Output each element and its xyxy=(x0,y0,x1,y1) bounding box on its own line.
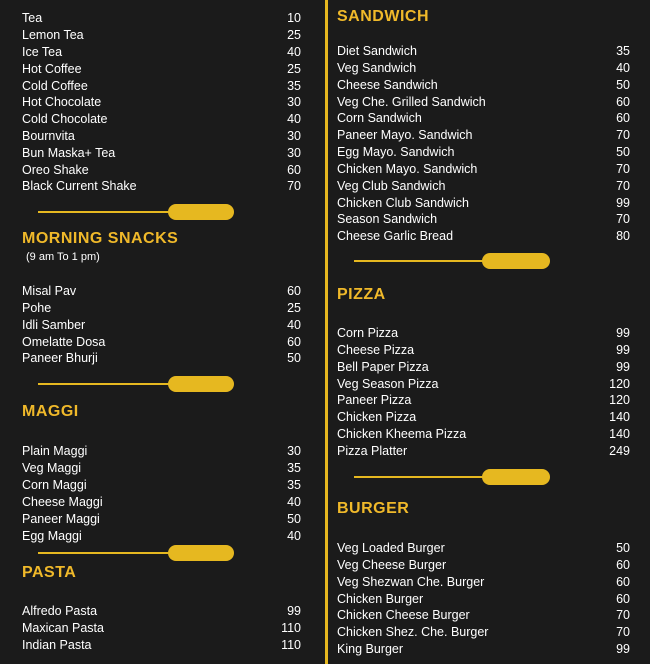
item-name: Black Current Shake xyxy=(22,179,137,193)
item-price: 60 xyxy=(287,284,301,298)
item-price: 60 xyxy=(616,111,630,125)
left-menu-column xyxy=(0,0,320,664)
menu-item xyxy=(337,161,630,178)
item-price: 50 xyxy=(616,541,630,555)
item-price: 30 xyxy=(287,146,301,160)
menu-item xyxy=(22,300,301,317)
item-name: Cold Chocolate xyxy=(22,112,108,126)
item-name: Paneer Bhurji xyxy=(22,351,98,365)
item-price: 60 xyxy=(616,575,630,589)
item-price: 120 xyxy=(609,377,630,391)
item-name: King Burger xyxy=(337,642,404,656)
menu-item xyxy=(22,334,301,351)
item-name: Cheese Pizza xyxy=(337,343,415,357)
item-name: Tea xyxy=(22,11,43,25)
item-price: 50 xyxy=(616,78,630,92)
item-name: Chicken Cheese Burger xyxy=(337,608,470,622)
item-price: 35 xyxy=(287,478,301,492)
maggi-heading: MAGGI xyxy=(22,403,79,420)
item-name: Chicken Mayo. Sandwich xyxy=(337,162,478,176)
item-price: 80 xyxy=(616,229,630,243)
menu-item xyxy=(22,528,301,545)
burger-heading: BURGER xyxy=(337,500,410,517)
item-price: 70 xyxy=(616,128,630,142)
menu-item xyxy=(22,511,301,528)
item-name: Chicken Kheema Pizza xyxy=(337,427,467,441)
menu-item xyxy=(22,145,301,162)
menu-item xyxy=(22,10,301,27)
item-name: Corn Sandwich xyxy=(337,111,422,125)
item-name: Chicken Shez. Che. Burger xyxy=(337,625,489,639)
item-name: Hot Coffee xyxy=(22,62,82,76)
item-name: Indian Pasta xyxy=(22,638,92,652)
menu-item xyxy=(22,477,301,494)
item-price: 50 xyxy=(287,351,301,365)
item-name: Diet Sandwich xyxy=(337,44,417,58)
menu-item xyxy=(337,110,630,127)
pasta-heading: PASTA xyxy=(22,564,77,581)
item-name: Veg Che. Grilled Sandwich xyxy=(337,95,486,109)
item-price: 60 xyxy=(616,592,630,606)
menu-item xyxy=(337,127,630,144)
item-name: Idli Samber xyxy=(22,318,86,332)
item-name: Pizza Platter xyxy=(337,444,408,458)
menu-item xyxy=(337,574,630,591)
item-name: Omelatte Dosa xyxy=(22,335,106,349)
section-separator xyxy=(38,376,234,392)
menu-item xyxy=(337,325,630,342)
menu-item xyxy=(22,61,301,78)
section-separator xyxy=(354,253,550,269)
item-price: 25 xyxy=(287,301,301,315)
item-name: Oreo Shake xyxy=(22,163,89,177)
menu-item xyxy=(337,641,630,658)
item-price: 99 xyxy=(616,642,630,656)
item-name: Paneer Pizza xyxy=(337,393,412,407)
menu-item xyxy=(337,94,630,111)
column-divider xyxy=(325,0,328,664)
item-price: 99 xyxy=(616,196,630,210)
item-price: 35 xyxy=(287,461,301,475)
item-price: 70 xyxy=(616,179,630,193)
menu-item xyxy=(337,342,630,359)
menu-item xyxy=(337,211,630,228)
item-price: 50 xyxy=(616,145,630,159)
item-name: Lemon Tea xyxy=(22,28,84,42)
item-price: 35 xyxy=(287,79,301,93)
item-price: 60 xyxy=(287,335,301,349)
section-separator xyxy=(38,204,234,220)
item-name: Veg Club Sandwich xyxy=(337,179,446,193)
item-price: 70 xyxy=(287,179,301,193)
menu-item xyxy=(337,43,630,60)
item-name: Bell Paper Pizza xyxy=(337,360,429,374)
menu-item xyxy=(337,607,630,624)
item-price: 60 xyxy=(616,558,630,572)
item-price: 99 xyxy=(616,326,630,340)
item-price: 40 xyxy=(616,61,630,75)
item-name: Corn Maggi xyxy=(22,478,87,492)
item-price: 249 xyxy=(609,444,630,458)
item-price: 120 xyxy=(609,393,630,407)
item-price: 99 xyxy=(616,360,630,374)
menu-item xyxy=(22,128,301,145)
item-name: Misal Pav xyxy=(22,284,77,298)
menu-item xyxy=(22,620,301,637)
item-name: Cheese Sandwich xyxy=(337,78,438,92)
right-menu-column xyxy=(330,0,650,664)
menu-item xyxy=(337,178,630,195)
menu-item xyxy=(22,27,301,44)
menu-item xyxy=(22,178,301,195)
item-price: 99 xyxy=(616,343,630,357)
item-name: Veg Sandwich xyxy=(337,61,417,75)
menu-item xyxy=(337,392,630,409)
item-price: 70 xyxy=(616,212,630,226)
item-name: Cheese Maggi xyxy=(22,495,103,509)
item-name: Chicken Club Sandwich xyxy=(337,196,470,210)
item-name: Plain Maggi xyxy=(22,444,88,458)
item-price: 30 xyxy=(287,95,301,109)
item-price: 50 xyxy=(287,512,301,526)
item-name: Chicken Pizza xyxy=(337,410,417,424)
item-price: 99 xyxy=(287,604,301,618)
item-name: Alfredo Pasta xyxy=(22,604,98,618)
pizza-heading: PIZZA xyxy=(337,286,386,303)
item-price: 40 xyxy=(287,495,301,509)
item-price: 70 xyxy=(616,608,630,622)
item-price: 110 xyxy=(281,638,301,652)
menu-item xyxy=(337,591,630,608)
item-name: Veg Maggi xyxy=(22,461,82,475)
menu-item xyxy=(337,409,630,426)
item-name: Chicken Burger xyxy=(337,592,424,606)
item-price: 70 xyxy=(616,625,630,639)
item-price: 110 xyxy=(281,621,301,635)
menu-item xyxy=(337,228,630,245)
morning-snacks-heading: MORNING SNACKS xyxy=(22,230,179,247)
menu-item xyxy=(22,111,301,128)
item-price: 25 xyxy=(287,28,301,42)
item-price: 140 xyxy=(609,427,630,441)
menu-item xyxy=(22,603,301,620)
item-name: Egg Mayo. Sandwich xyxy=(337,145,455,159)
menu-item xyxy=(337,624,630,641)
item-price: 70 xyxy=(616,162,630,176)
item-name: Cheese Garlic Bread xyxy=(337,229,454,243)
item-price: 30 xyxy=(287,444,301,458)
morning-snacks-hours: (9 am To 1 pm) xyxy=(26,251,100,263)
item-name: Corn Pizza xyxy=(337,326,399,340)
item-price: 40 xyxy=(287,529,301,543)
item-name: Veg Shezwan Che. Burger xyxy=(337,575,485,589)
item-price: 30 xyxy=(287,129,301,143)
menu-item xyxy=(22,443,301,460)
menu-item xyxy=(22,317,301,334)
menu-item xyxy=(22,94,301,111)
item-name: Egg Maggi xyxy=(22,529,82,543)
item-name: Paneer Mayo. Sandwich xyxy=(337,128,473,142)
item-price: 35 xyxy=(616,44,630,58)
menu-item xyxy=(337,144,630,161)
item-price: 10 xyxy=(287,11,301,25)
item-name: Veg Loaded Burger xyxy=(337,541,445,555)
menu-item xyxy=(337,359,630,376)
menu-item xyxy=(337,77,630,94)
menu-item xyxy=(22,44,301,61)
item-name: Hot Chocolate xyxy=(22,95,102,109)
item-price: 40 xyxy=(287,45,301,59)
item-name: Season Sandwich xyxy=(337,212,438,226)
section-separator xyxy=(38,545,234,561)
menu-item xyxy=(337,540,630,557)
menu-item xyxy=(337,195,630,212)
item-name: Bournvita xyxy=(22,129,75,143)
item-price: 140 xyxy=(609,410,630,424)
menu-item xyxy=(337,60,630,77)
menu-item xyxy=(337,376,630,393)
menu-item xyxy=(337,557,630,574)
item-price: 60 xyxy=(287,163,301,177)
item-name: Maxican Pasta xyxy=(22,621,104,635)
menu-item xyxy=(22,283,301,300)
item-name: Pohe xyxy=(22,301,52,315)
item-price: 40 xyxy=(287,318,301,332)
menu-item xyxy=(22,637,301,654)
section-separator xyxy=(354,469,550,485)
item-price: 60 xyxy=(616,95,630,109)
item-name: Veg Cheese Burger xyxy=(337,558,447,572)
menu-item xyxy=(22,162,301,179)
menu-item xyxy=(22,78,301,95)
menu-item xyxy=(337,426,630,443)
item-price: 25 xyxy=(287,62,301,76)
item-name: Cold Coffee xyxy=(22,79,88,93)
item-name: Paneer Maggi xyxy=(22,512,100,526)
item-name: Bun Maska+ Tea xyxy=(22,146,116,160)
menu-item xyxy=(337,443,630,460)
item-name: Veg Season Pizza xyxy=(337,377,439,391)
menu-item xyxy=(22,460,301,477)
item-price: 40 xyxy=(287,112,301,126)
menu-item xyxy=(22,350,301,367)
menu-item xyxy=(22,494,301,511)
sandwich-heading: SANDWICH xyxy=(337,8,429,25)
item-name: Ice Tea xyxy=(22,45,63,59)
